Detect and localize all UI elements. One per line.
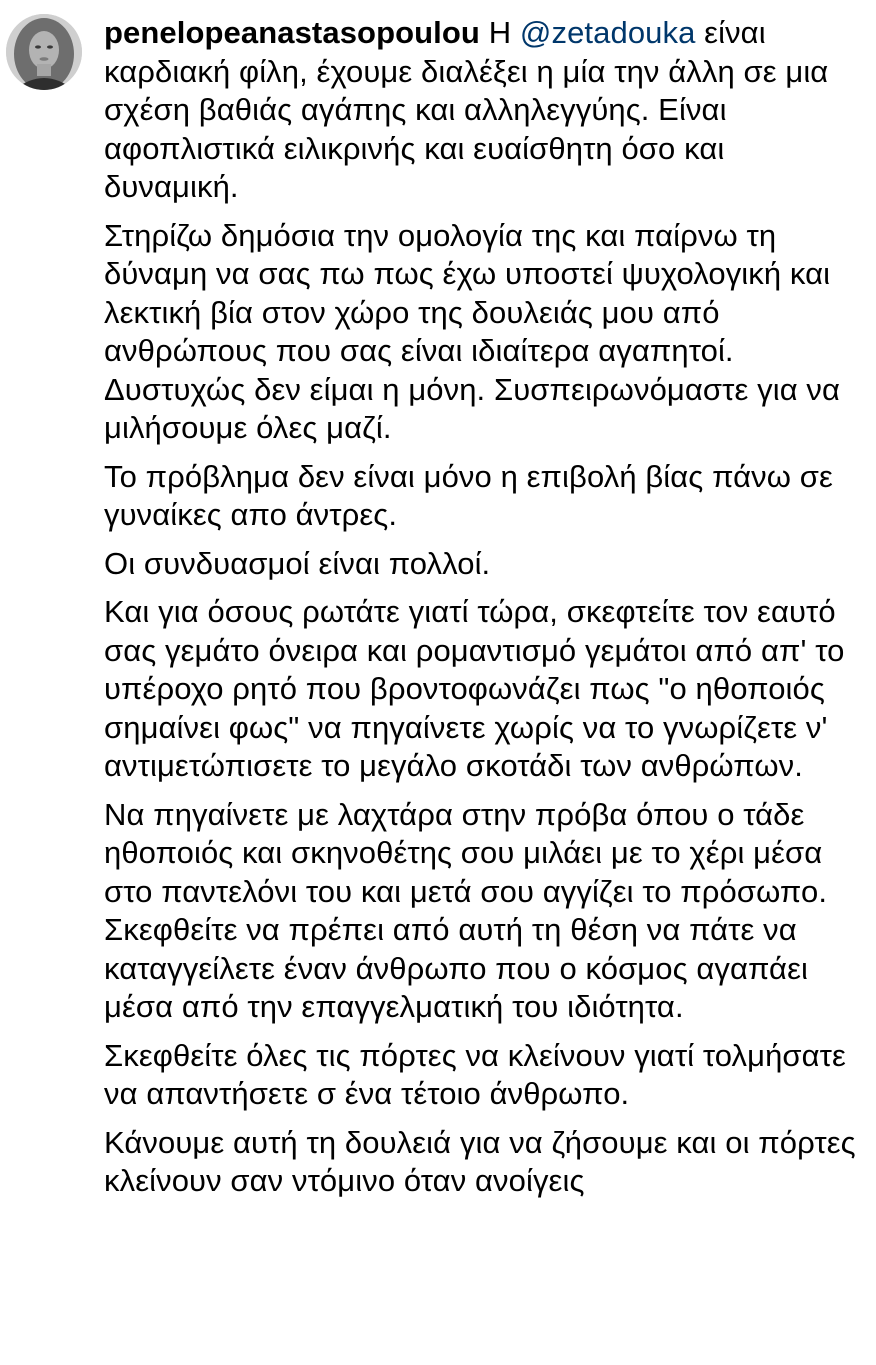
caption-paragraph-1 bbox=[104, 14, 864, 207]
caption-paragraph-4: Οι συνδυασμοί είναι πολλοί. bbox=[104, 545, 491, 581]
caption-paragraph-5: Και για όσους ρωτάτε γιατί τώρα, σκεφτείτε τον εαυτό σας γεμάτο όνειρα και ρομαντισμό γεμάτοι από απ' το υπέροχο ρητό που βροντοφωνάζει πως "ο ηθοποιός σημαίνει φως" να πηγαίνετε χωρίς να το γνωρίζετε ν' αντιμετώπισετε το μεγάλο σκοτάδι των ανθρώπων. bbox=[104, 594, 845, 783]
caption-paragraph-6: Να πηγαίνετε με λαχτάρα στην πρόβα όπου ο τάδε ηθοποιός και σκηνοθέτης σου μιλάει με το χέρι μέσα στο παντελόνι του και μετά σου αγγίζει το πρόσωπο. Σκεφθείτε να πρέπει από αυτή τη θέση να πάτε να καταγγείλετε έναν άνθρωπο που ο κόσμος αγαπάει μέσα από την επαγγελματική του ιδιότητα. bbox=[104, 796, 828, 1024]
username-link[interactable]: penelopeanastasopoulou bbox=[104, 15, 480, 50]
mention-link[interactable]: @zetadouka bbox=[519, 15, 696, 50]
post-caption bbox=[104, 14, 864, 1211]
caption-paragraph-3: Το πρόβλημα δεν είναι μόνο η επιβολή βίας πάνω σε γυναίκες απο άντρες. bbox=[104, 458, 833, 532]
profile-photo-icon bbox=[6, 14, 82, 90]
caption-paragraph-2: Στηρίζω δημόσια την ομολογία της και παίρνω τη δύναμη να σας πω πως έχω υποστεί ψυχολογική και λεκτική βία στον χώρο της δουλειάς μου από ανθρώπους που σας είναι ιδιαίτερα αγαπητοί. Δυστυχώς δεν είμαι η μόνη. Συσπειρωνόμαστε για να μιλήσουμε όλες μαζί. bbox=[104, 217, 841, 445]
caption-paragraph-8: Κάνουμε αυτή τη δουλειά για να ζήσουμε και οι πόρτες κλείνουν σαν ντόμινο όταν ανοίγεις bbox=[104, 1124, 856, 1198]
caption-paragraph-7: Σκεφθείτε όλες τις πόρτες να κλείνουν γιατί τολμήσατε να απαντήσετε σ ένα τέτοιο άνθρωπο. bbox=[104, 1037, 846, 1111]
caption-text: είναι καρδιακή φίλη, έχουμε διαλέξει η μία την άλλη σε μια σχέση βαθιάς αγάπης και αλληλεγγύης. Είναι αφοπλιστικά ειλικρινής και ευαίσθητη όσο και δυναμική. bbox=[104, 15, 829, 204]
caption-lead-text: Η bbox=[488, 15, 512, 50]
avatar[interactable] bbox=[6, 14, 82, 90]
